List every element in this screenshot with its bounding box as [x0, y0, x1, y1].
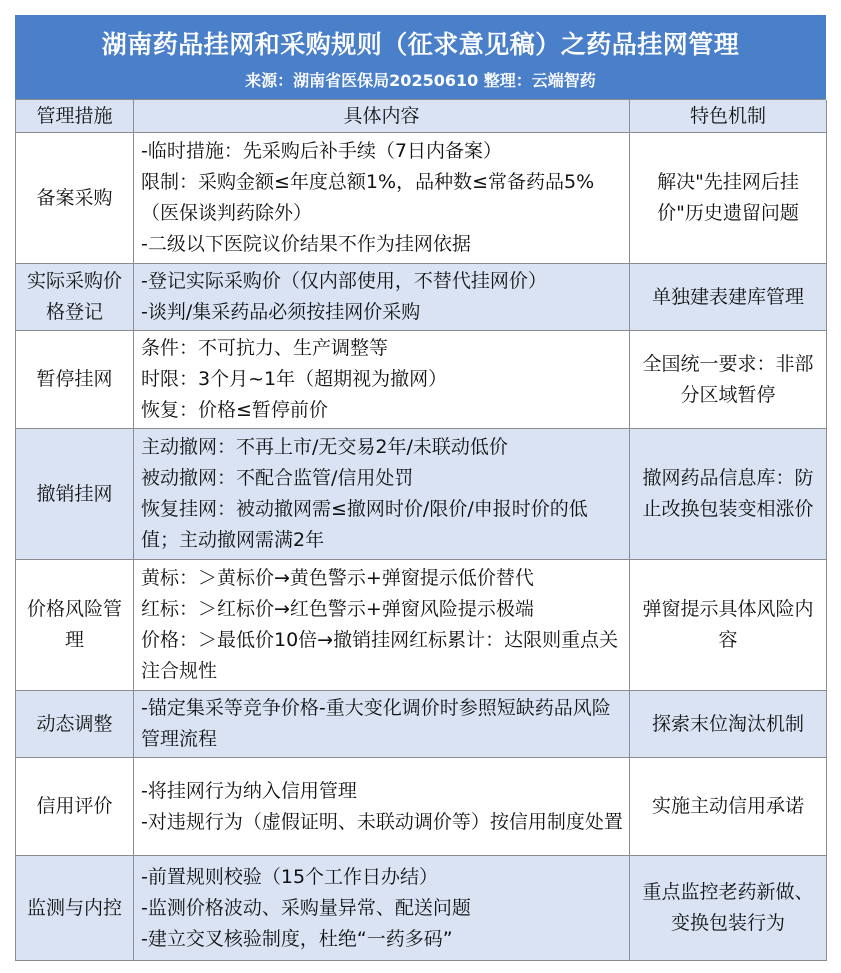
source-line: 来源：湖南省医保局20250610 整理：云端智药	[245, 71, 596, 90]
content-line: 时限：3个月~1年（超期视为撤网）	[141, 368, 448, 390]
content-line: 恢复挂网：被动撤网需≤撤网时价/限价/申报时价的低值；主动撤网需满2年	[141, 498, 588, 551]
content-line: -临时措施：先采购后补手续（7日内备案）	[141, 140, 502, 162]
feature-cell: 单独建表建库管理	[630, 264, 827, 331]
feature-cell: 撤网药品信息库：防止改换包装变相涨价	[630, 429, 827, 560]
content-line: -建立交叉核验制度，杜绝“一药多码”	[141, 927, 453, 950]
measure-cell: 撤销挂网	[16, 429, 134, 560]
feature-cell: 重点监控老药新做、变换包装行为	[630, 856, 827, 961]
feature-cell: 解决"先挂网后挂价"历史遗留问题	[630, 133, 827, 264]
title-banner	[15, 15, 826, 99]
content-line: -对违规行为（虚假证明、未联动调价等）按信用制度处置	[141, 810, 623, 833]
header-measure: 管理措施	[16, 100, 134, 133]
measure-cell: 价格风险管理	[16, 560, 134, 691]
content-cell	[134, 691, 630, 758]
content-line: -登记实际采购价（仅内部使用，不替代挂网价）	[141, 270, 547, 292]
content-cell	[134, 331, 630, 429]
page-title: 湖南药品挂网和采购规则（征求意见稿）之药品挂网管理	[101, 30, 740, 59]
content-cell	[134, 133, 630, 264]
feature-cell: 探索末位淘汰机制	[630, 691, 827, 758]
feature-cell: 实施主动信用承诺	[630, 758, 827, 856]
content-line: 限制：采购金额≤年度总额1%，品种数≤常备药品5%（医保谈判药除外）	[141, 171, 595, 224]
content-line: -将挂网行为纳入信用管理	[141, 779, 357, 802]
measure-cell: 动态调整	[16, 691, 134, 758]
content-line: 恢复：价格≤暂停前价	[141, 399, 328, 421]
content-line: 主动撤网：不再上市/无交易2年/未联动低价	[141, 436, 508, 458]
measure-cell: 备案采购	[16, 133, 134, 264]
content-cell	[134, 856, 630, 961]
content-line: -二级以下医院议价结果不作为挂网依据	[141, 233, 471, 255]
content-line: 条件：不可抗力、生产调整等	[141, 337, 389, 359]
feature-cell: 弹窗提示具体风险内容	[630, 560, 827, 691]
content-cell	[134, 758, 630, 856]
rules-table	[15, 99, 826, 961]
content-line: -前置规则校验（15个工作日办结）	[141, 865, 439, 888]
measure-cell: 实际采购价格登记	[16, 264, 134, 331]
content-line: 被动撤网：不配合监管/信用处罚	[141, 467, 414, 489]
measure-cell: 暂停挂网	[16, 331, 134, 429]
content-line: -谈判/集采药品必须按挂网价采购	[141, 301, 421, 323]
content-line: -锚定集采等竞争价格-重大变化调价时参照短缺药品风险管理流程	[141, 697, 611, 750]
header-feature: 特色机制	[630, 100, 827, 133]
measure-cell: 监测与内控	[16, 856, 134, 961]
feature-cell: 全国统一要求：非部分区域暂停	[630, 331, 827, 429]
content-cell	[134, 264, 630, 331]
content-line: 价格：＞最低价10倍→撤销挂网红标累计：达限则重点关注合规性	[141, 629, 619, 682]
content-cell	[134, 560, 630, 691]
content-line: 红标：＞红标价→红色警示+弹窗风险提示极端	[141, 598, 534, 620]
measure-cell: 信用评价	[16, 758, 134, 856]
content-line: -监测价格波动、采购量异常、配送问题	[141, 896, 471, 919]
header-content: 具体内容	[134, 100, 630, 133]
content-line: 黄标：＞黄标价→黄色警示+弹窗提示低价替代	[141, 567, 534, 589]
content-cell	[134, 429, 630, 560]
